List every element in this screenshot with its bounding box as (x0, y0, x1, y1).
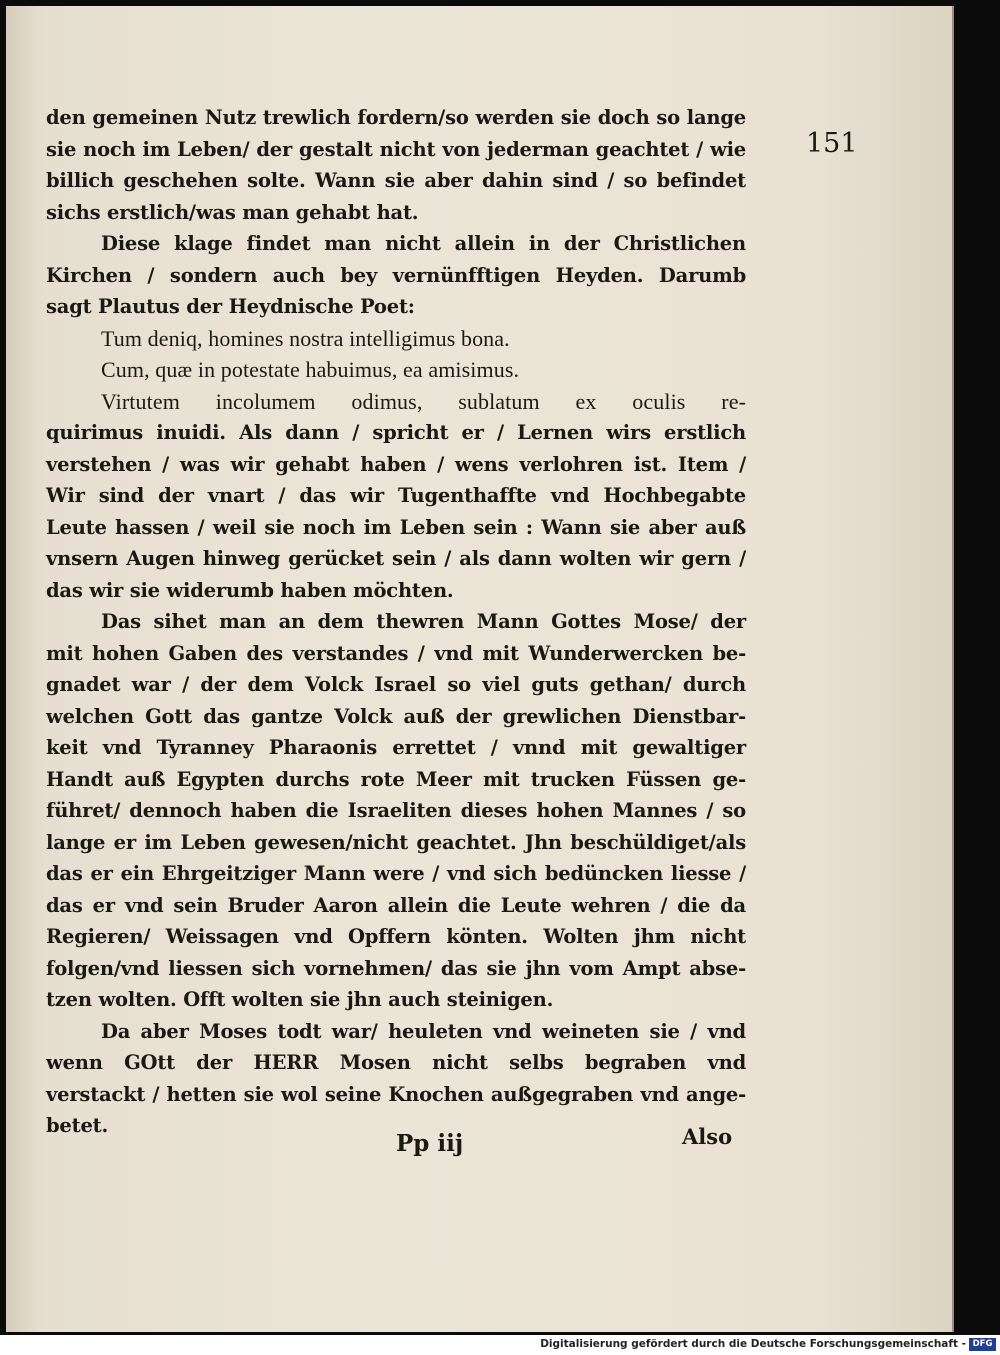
signature-mark: Pp iij (396, 1130, 464, 1157)
text-line: folgen/vnd liessen sich vornehmen/ das sie jhn vom Ampt abse- (46, 956, 746, 980)
page-number: 151 (806, 128, 858, 159)
text-line: Wir sind der vnart / das wir Tugenthaffte vnd Hochbegabte (46, 484, 746, 507)
funding-credit: Digitalisierung gefördert durch die Deutsche Forschungsgemeinschaft - (540, 1338, 966, 1350)
text-line: verstehen / was wir gehabt haben / wens verlohren ist. Item / (46, 452, 746, 476)
text-line: sie noch im Leben/ der gestalt nicht von jederman geachtet / wie (46, 137, 746, 161)
text-line: Regieren/ Weissagen vnd Opffern könten. Wolten jhm nicht (46, 925, 746, 948)
text-block (46, 102, 746, 1142)
text-line: Cum, quæ in potestate habuimus, ea amisimus. (101, 357, 520, 382)
text-line: Handt auß Egypten durchs rote Meer mit trucken Füssen ge- (46, 767, 746, 791)
text-line: quirimus inuidi. Als dann / spricht er / Lernen wirs erstlich (46, 421, 746, 444)
book-page (6, 6, 954, 1332)
text-line: wenn GOtt der HERR Mosen nicht selbs begraben vnd (46, 1051, 746, 1074)
text-line: welchen Gott das gantze Volck auß der grewlichen Dienstbar- (46, 704, 746, 728)
text-line: das er ein Ehrgeitziger Mann were / vnd sich bedüncken liesse / (46, 862, 746, 885)
text-line: verstackt / hetten sie wol seine Knochen außgegraben vnd ange- (46, 1082, 746, 1106)
text-line: gnadet war / der dem Volck Israel so viel guts gethan/ durch (46, 673, 746, 696)
text-line: billich geschehen solte. Wann sie aber dahin sind / so befindet (46, 169, 746, 192)
text-line: sagt Plautus der Heydnische Poet: (46, 295, 415, 318)
text-line: Das sihet man an dem thewren Mann Gottes Mose/ der (101, 610, 746, 633)
text-line: Kirchen / sondern auch bey vernünfftigen Heyden. Darumb (46, 263, 746, 287)
text-line: Diese klage findet man nicht allein in der Christlichen (101, 232, 746, 255)
text-line: mit hohen Gaben des verstandes / vnd mit Wunderwercken be- (46, 641, 746, 665)
footer-bar (0, 1335, 1000, 1355)
dfg-logo-icon: DFG (969, 1338, 996, 1351)
text-line: tzen wolten. Offt wolten sie jhn auch steinigen. (46, 988, 554, 1011)
text-line: vnsern Augen hinweg gerücket sein / als dann wolten wir gern / (46, 547, 746, 570)
text-line: Virtutem incolumem odimus, sublatum ex oculis re- (101, 388, 746, 414)
text-line: das wir sie widerumb haben möchten. (46, 578, 454, 602)
text-line: keit vnd Tyranney Pharaonis errettet / vnnd mit gewaltiger (46, 736, 746, 759)
catchword: Also (682, 1124, 733, 1149)
text-line: Da aber Moses todt war/ heuleten vnd weineten sie / vnd (101, 1019, 746, 1043)
text-line: betet. (46, 1114, 109, 1137)
text-line: das er vnd sein Bruder Aaron allein die Leute wehren / die da (46, 893, 746, 917)
text-line: führet/ dennoch haben die Israeliten dieses hohen Mannes / so (46, 799, 746, 822)
text-line: lange er im Leben gewesen/nicht geachtet. Jhn beschüldiget/als (46, 830, 746, 854)
text-line: den gemeinen Nutz trewlich fordern/so werden sie doch so lange (46, 106, 746, 129)
text-line: Tum deniq, homines nostra intelligimus bona. (101, 325, 510, 351)
text-line: sichs erstlich/was man gehabt hat. (46, 200, 419, 224)
text-line: Leute hassen / weil sie noch im Leben sein : Wann sie aber auß (46, 515, 746, 539)
